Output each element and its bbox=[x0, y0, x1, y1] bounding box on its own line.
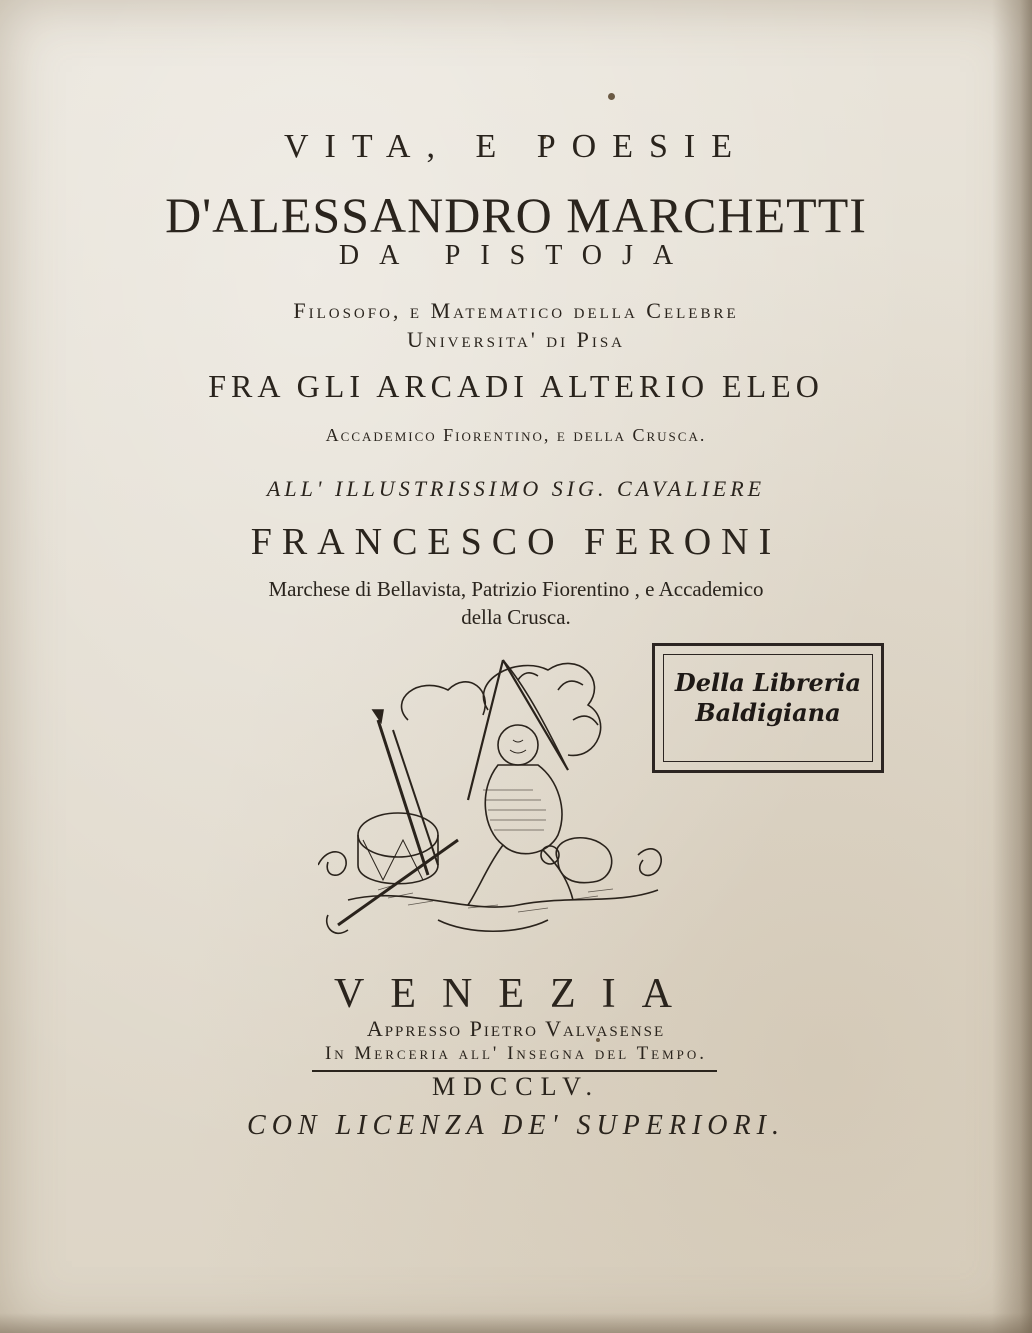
title-line-vita: VITA, E POESIE bbox=[284, 128, 748, 165]
imprint-place: VENEZIA bbox=[334, 971, 698, 1017]
dedication-line: ALL' ILLUSTRISSIMO SIG. CAVALIERE bbox=[266, 476, 766, 501]
library-stamp bbox=[652, 643, 884, 773]
paper-speck bbox=[608, 93, 615, 100]
imprint-address: In Merceria all' Insegna del Tempo. bbox=[324, 1043, 708, 1064]
author-role: Filosofo, e Matematico della Celebre bbox=[293, 298, 739, 323]
dedicatee-titles-cont: della Crusca. bbox=[461, 605, 571, 629]
author-university: Universita' di Pisa bbox=[406, 327, 626, 352]
stamp-line-1: Della Libreria bbox=[674, 668, 862, 697]
arcadian-name: FRA GLI ARCADI ALTERIO ELEO bbox=[208, 368, 824, 404]
dedicatee-name: FRANCESCO FERONI bbox=[250, 521, 782, 563]
imprint-year: MDCCLV. bbox=[432, 1072, 600, 1101]
title-author: D'ALESSANDRO MARCHETTI bbox=[165, 187, 867, 243]
imprint-license: CON LICENZA DE' SUPERIORI. bbox=[247, 1110, 785, 1141]
academy-membership: Accademico Fiorentino, e della Crusca. bbox=[325, 425, 707, 445]
engraved-vignette bbox=[318, 650, 668, 940]
stamp-line-2: Baldigiana bbox=[695, 698, 841, 727]
page-bottom-shadow bbox=[0, 1313, 1032, 1333]
title-origin: DA PISTOJA bbox=[338, 240, 694, 271]
imprint-publisher: Appresso Pietro Valvasense bbox=[366, 1016, 666, 1041]
dedicatee-titles: Marchese di Bellavista, Patrizio Fiorentino , e Accademico bbox=[268, 577, 764, 601]
